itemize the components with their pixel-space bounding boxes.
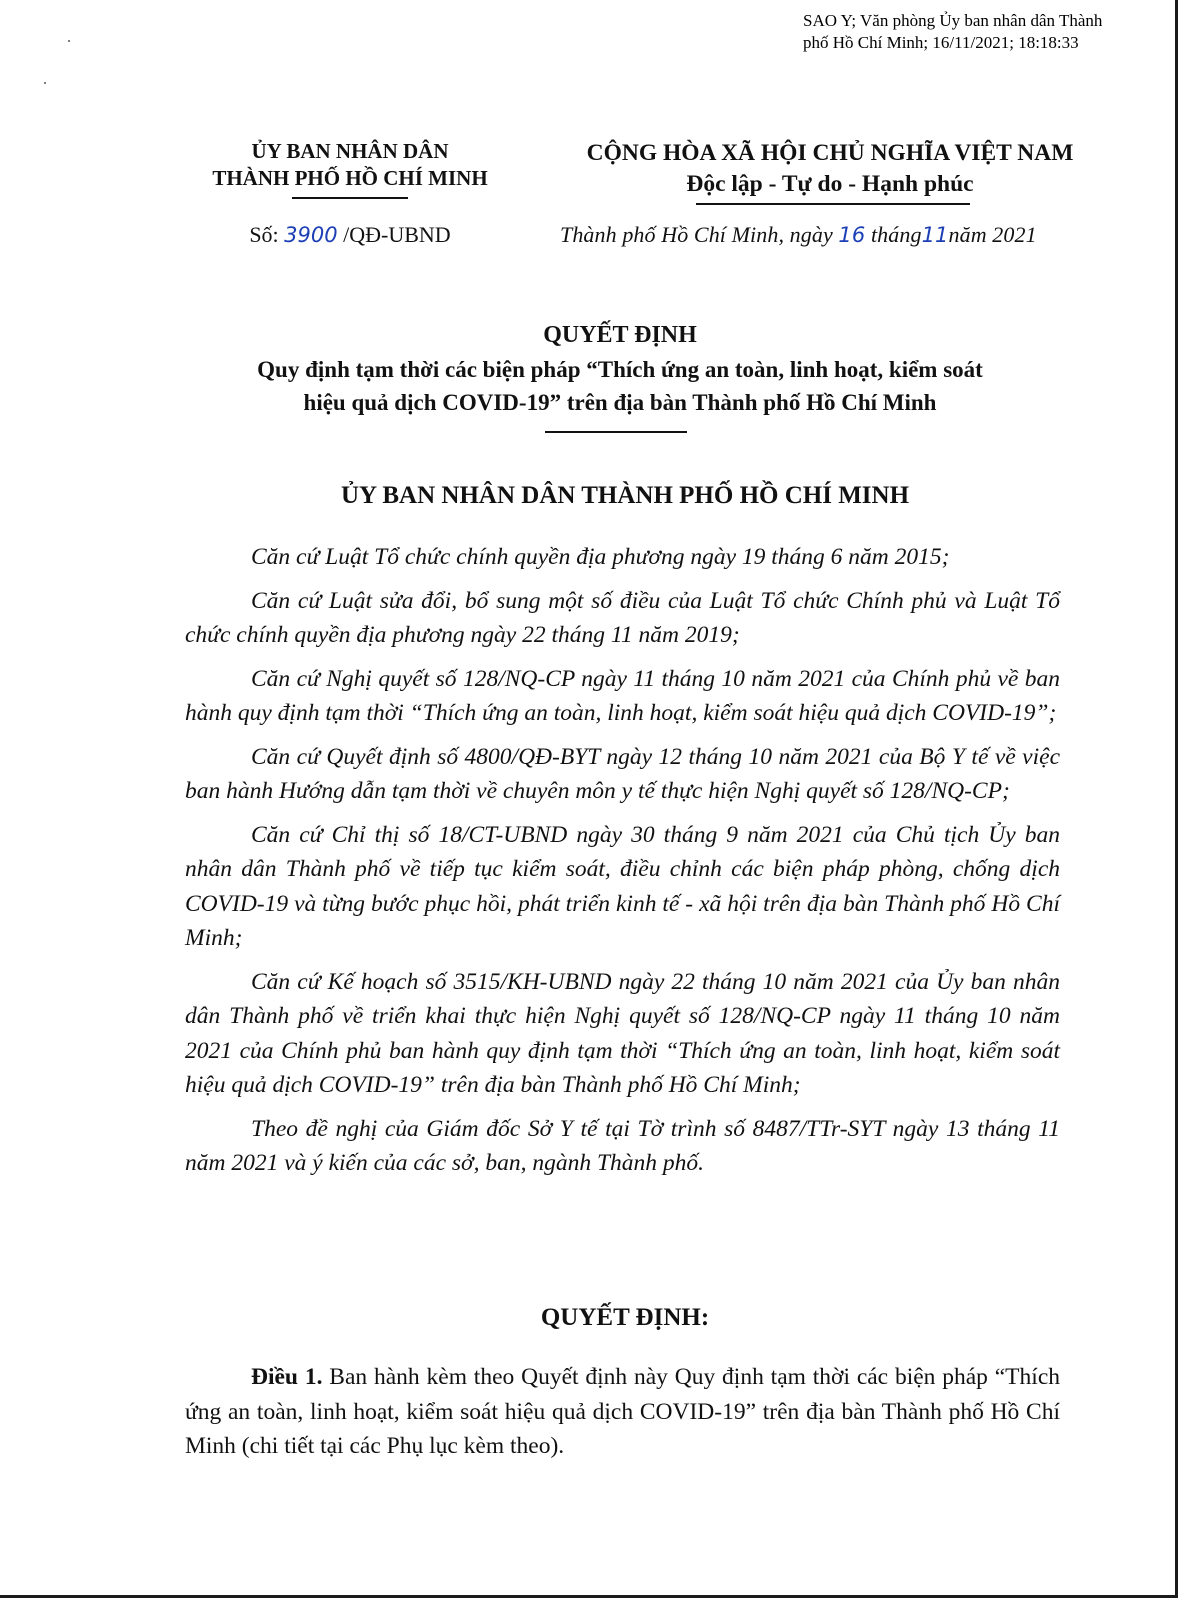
title-underline bbox=[545, 431, 687, 433]
committee-heading: ỦY BAN NHÂN DÂN THÀNH PHỐ HỒ CHÍ MINH bbox=[340, 482, 910, 509]
authority-underline bbox=[292, 197, 408, 199]
preamble bbox=[185, 540, 1060, 1190]
country-name: CỘNG HÒA XÃ HỘI CHỦ NGHĨA VIỆT NAM bbox=[586, 140, 1074, 166]
motto: Độc lập - Tự do - Hạnh phúc bbox=[686, 171, 974, 197]
preamble-item: Căn cứ Chỉ thị số 18/CT-UBND ngày 30 tháng 9 năm 2021 của Chủ tịch Ủy ban nhân dân Thành phố về tiếp tục kiểm soát, điều chỉnh các biện pháp phòng, chống dịch COVID-19 và từng bước phục hồi, phát triển kinh tế - xã hội trên địa bàn Thành phố Hồ Chí Minh; bbox=[185, 821, 1060, 951]
preamble-item: Căn cứ Kế hoạch số 3515/KH-UBND ngày 22 tháng 10 năm 2021 của Ủy ban nhân dân Thành phố về triển khai thực hiện Nghị quyết số 128/NQ-CP ngày 11 tháng 10 năm 2021 của Chính phủ ban hành quy định tạm thời “Thích ứng an toàn, linh hoạt, kiểm soát hiệu quả dịch COVID-19” trên địa bàn Thành phố Hồ Chí Minh; bbox=[185, 968, 1060, 1098]
subtitle-line1: Quy định tạm thời các biện pháp “Thích ứng an toàn, linh hoạt, kiểm soát bbox=[257, 357, 983, 382]
date-part1: Thành phố Hồ Chí Minh, ngày bbox=[560, 222, 833, 247]
preamble-item: Căn cứ Nghị quyết số 128/NQ-CP ngày 11 tháng 10 năm 2021 của Chính phủ về ban hành quy định tạm thời “Thích ứng an toàn, linh hoạt, kiểm soát hiệu quả dịch COVID-19”; bbox=[185, 665, 1060, 726]
number-suffix: /QĐ-UBND bbox=[343, 222, 451, 247]
scan-speck bbox=[68, 40, 70, 42]
date-day: 16 bbox=[838, 223, 866, 247]
article-1-text: Ban hành kèm theo Quyết định này Quy định tạm thời các biện pháp “Thích ứng an toàn, linh hoạt, kiểm soát hiệu quả dịch COVID-19” trên địa bàn Thành phố Hồ Chí Minh (chi tiết tại các Phụ lục kèm theo). bbox=[185, 1364, 1061, 1459]
article-1-paragraph bbox=[185, 1360, 1060, 1464]
authority-line2: THÀNH PHỐ HỒ CHÍ MINH bbox=[212, 166, 488, 190]
date-part3: năm 2021 bbox=[948, 222, 1037, 247]
subtitle-line2: hiệu quả dịch COVID-19” trên địa bàn Thành phố Hồ Chí Minh bbox=[303, 390, 937, 415]
number-handwritten: 3900 bbox=[284, 223, 338, 247]
date-part2: tháng bbox=[870, 222, 922, 247]
preamble-item: Căn cứ Luật Tổ chức chính quyền địa phương ngày 19 tháng 6 năm 2015; bbox=[251, 544, 950, 570]
national-motto bbox=[555, 138, 1105, 200]
decision-title bbox=[160, 320, 1080, 419]
preamble-item: Căn cứ Luật sửa đổi, bổ sung một số điều của Luật Tổ chức Chính phủ và Luật Tổ chức chính quyền địa phương ngày 22 tháng 11 năm 2019; bbox=[185, 587, 1060, 648]
authority-line1: ỦY BAN NHÂN DÂN bbox=[251, 139, 449, 163]
copy-stamp-line1: SAO Y; Văn phòng Ủy ban nhân dân Thành bbox=[803, 11, 1103, 30]
date-month: 11 bbox=[921, 223, 949, 247]
motto-underline bbox=[696, 203, 970, 205]
article-1 bbox=[185, 1360, 1060, 1464]
number-prefix: Số: bbox=[249, 222, 279, 247]
scan-speck bbox=[44, 82, 46, 84]
article-1-label: Điều 1. bbox=[251, 1364, 323, 1390]
document-number bbox=[180, 222, 520, 248]
copy-stamp bbox=[803, 10, 1173, 54]
issue-date bbox=[560, 222, 1100, 248]
copy-stamp-line2: phố Hồ Chí Minh; 16/11/2021; 18:18:33 bbox=[803, 33, 1079, 52]
issuing-authority bbox=[180, 138, 520, 192]
decision-section-heading: QUYẾT ĐỊNH: bbox=[540, 1304, 710, 1331]
preamble-item: Căn cứ Quyết định số 4800/QĐ-BYT ngày 12 tháng 10 năm 2021 của Bộ Y tế về việc ban hành Hướng dẫn tạm thời về chuyên môn y tế thực hiện Nghị quyết số 128/NQ-CP; bbox=[185, 743, 1060, 804]
preamble-item: Theo đề nghị của Giám đốc Sở Y tế tại Tờ trình số 8487/TTr-SYT ngày 13 tháng 11 năm 2021 và ý kiến của các sở, ban, ngành Thành phố. bbox=[185, 1115, 1060, 1176]
decision-heading: QUYẾT ĐỊNH bbox=[543, 322, 697, 348]
